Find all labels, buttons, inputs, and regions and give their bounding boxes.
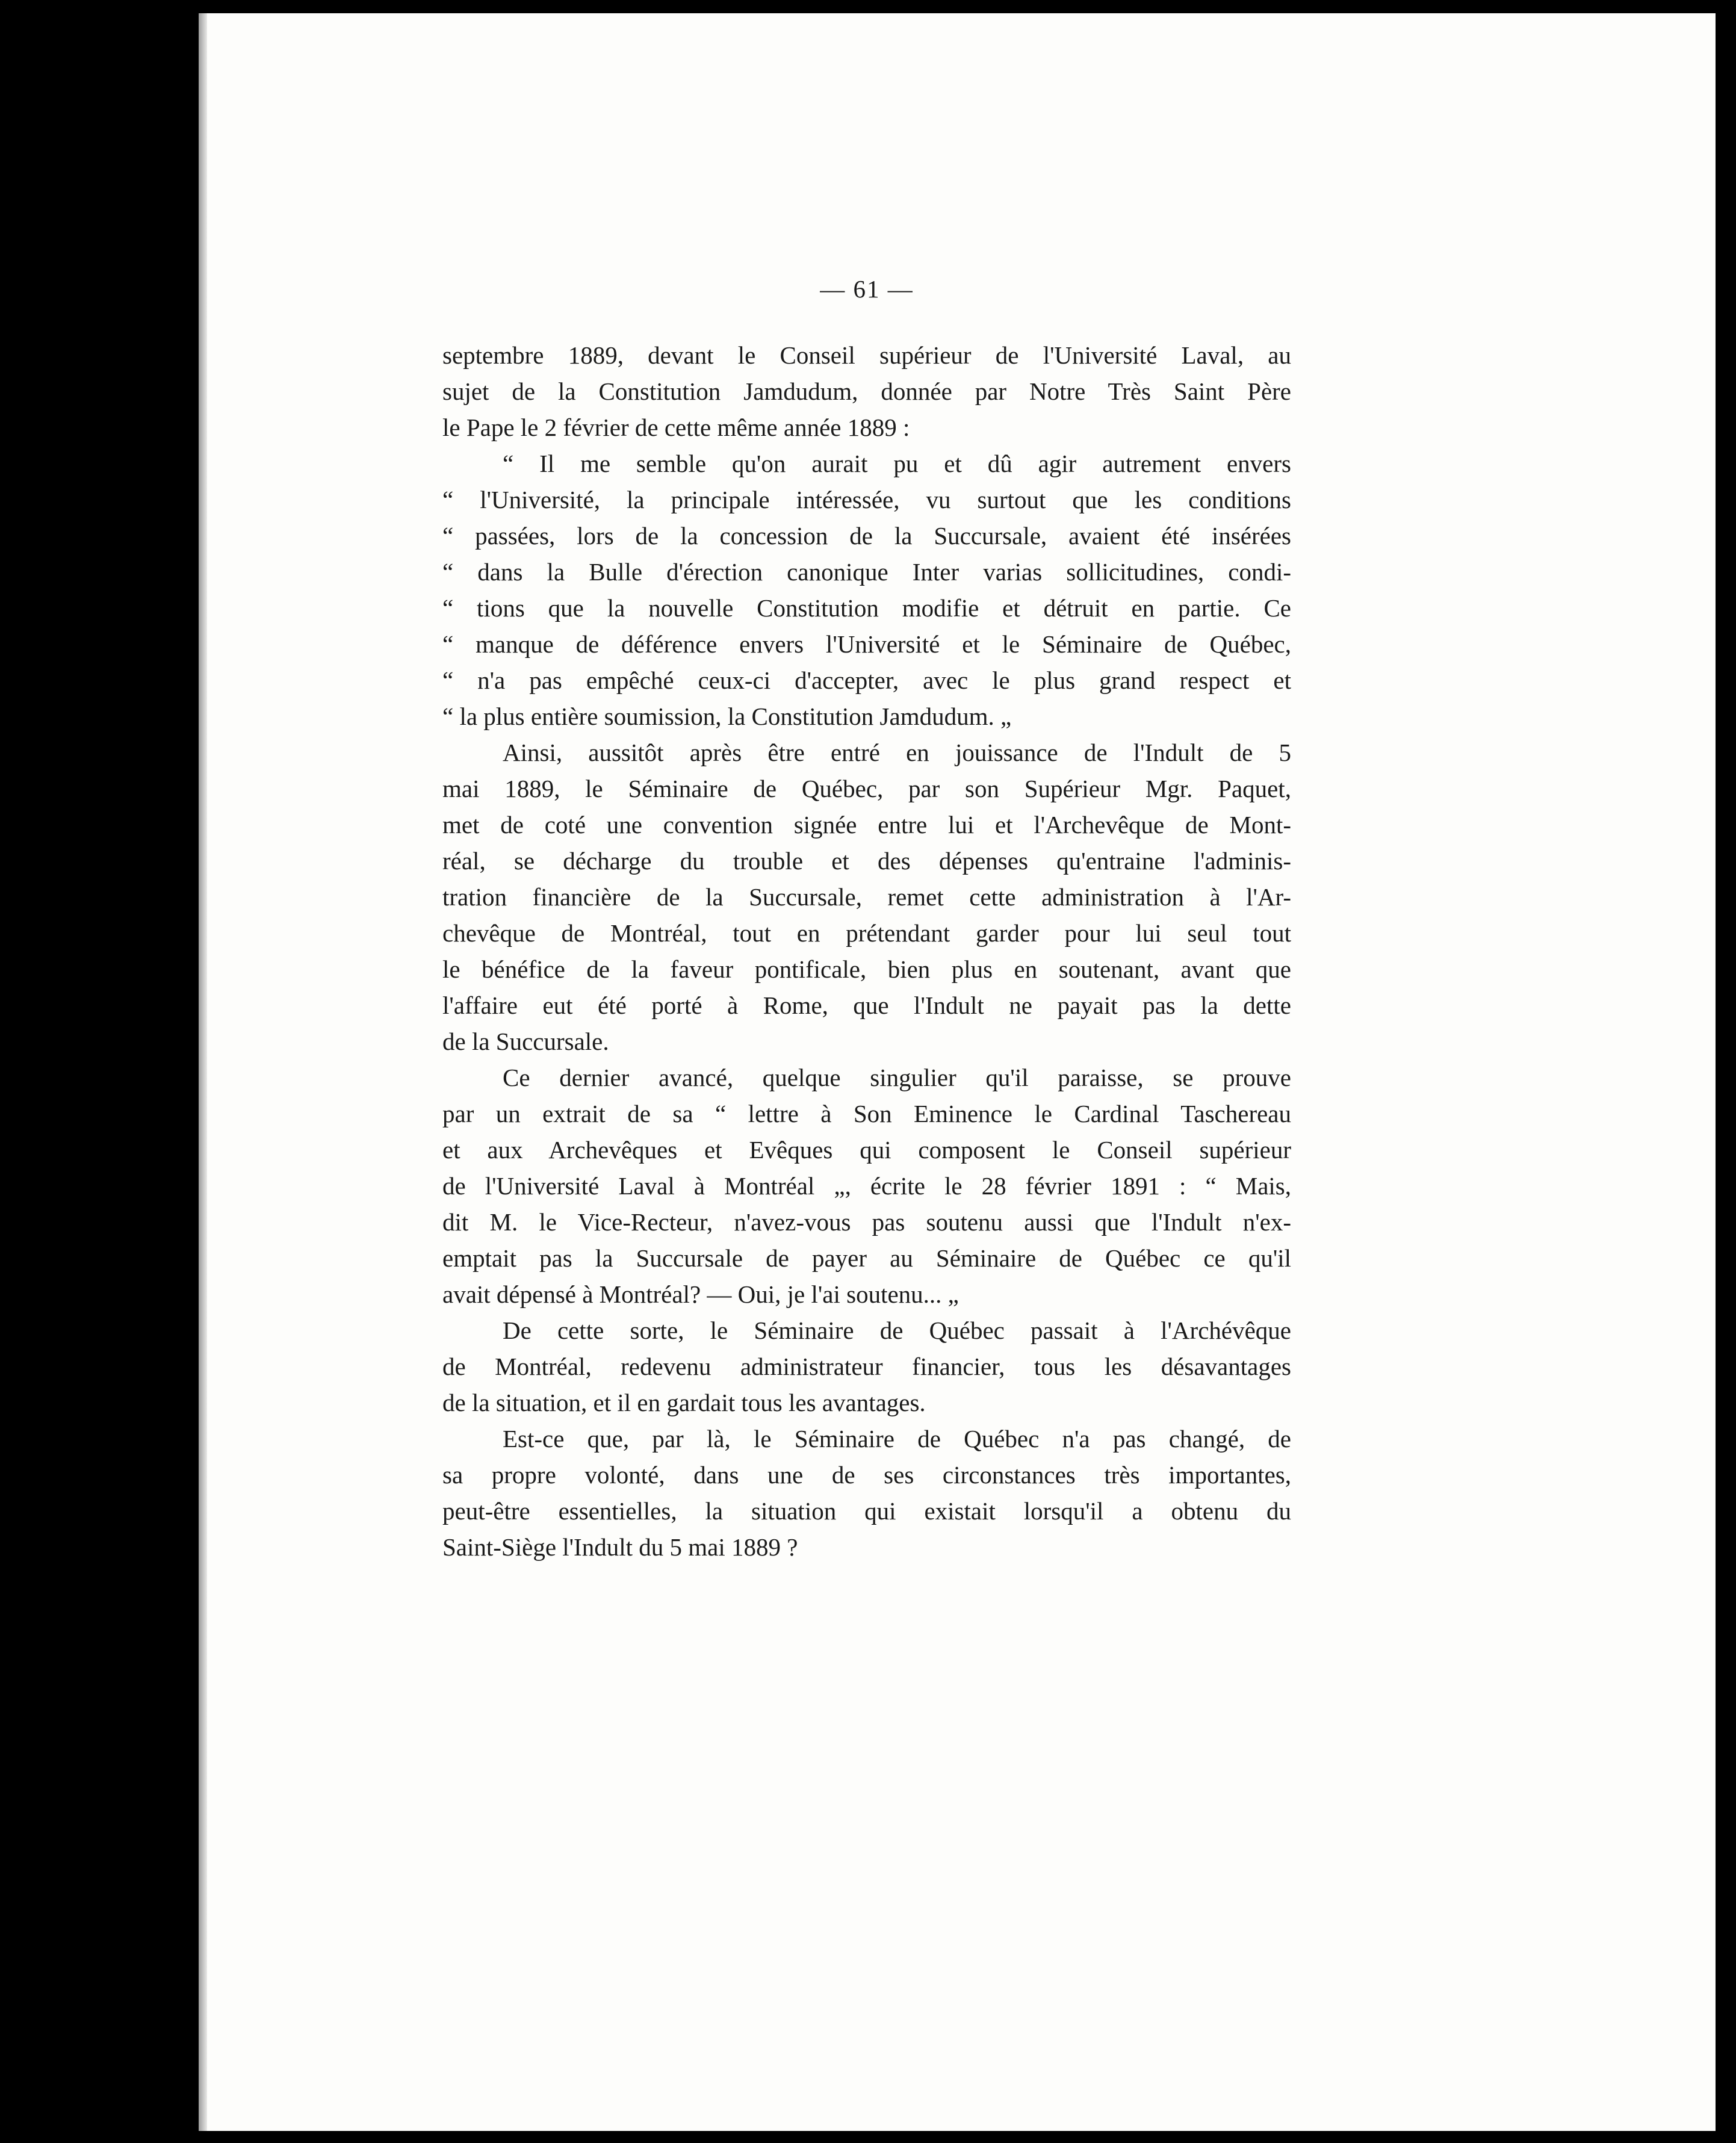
text-line: sa propre volonté, dans une de ses circonstances très importantes, (442, 1461, 1291, 1489)
quote-line: “ tions que la nouvelle Constitution modifie et détruit en partie. Ce (442, 594, 1291, 622)
text-line: l'affaire eut été porté à Rome, que l'Indult ne payait pas la dette (442, 991, 1291, 1019)
text-line: de la situation, et il en gardait tous les avantages. (442, 1389, 926, 1416)
text-line: tration financière de la Succursale, remet cette administration à l'Ar- (442, 883, 1291, 911)
block-quote (442, 445, 1291, 734)
text-line: de Montréal, redevenu administrateur financier, tous les désavantages (442, 1353, 1291, 1380)
text-line: le Pape le 2 février de cette même année 1889 : (442, 414, 910, 441)
text-line: Est-ce que, par là, le Séminaire de Québec n'a pas changé, de (503, 1425, 1291, 1453)
quote-line: “ manque de déférence envers l'Université et le Séminaire de Québec, (442, 630, 1291, 658)
text-line: emptait pas la Succursale de payer au Séminaire de Québec ce qu'il (442, 1244, 1291, 1272)
text-line: peut-être essentielles, la situation qui existait lorsqu'il a obtenu du (442, 1497, 1291, 1525)
scan-corner-mark (1716, 0, 1736, 13)
page-binding-edge (199, 13, 207, 2131)
scan-background (0, 0, 199, 2143)
text-line: le bénéfice de la faveur pontificale, bien plus en soutenant, avant que (442, 955, 1291, 983)
paragraph-3 (442, 1059, 1291, 1312)
quote-line: “ dans la Bulle d'érection canonique Inter varias sollicitudines, condi- (442, 558, 1291, 586)
paragraph-2 (442, 734, 1291, 1059)
page-number: — 61 — (820, 275, 914, 303)
text-line: réal, se décharge du trouble et des dépenses qu'entraine l'adminis- (442, 847, 1291, 875)
text-line: met de coté une convention signée entre lui et l'Archevêque de Mont- (442, 811, 1291, 839)
text-line: mai 1889, le Séminaire de Québec, par son Supérieur Mgr. Paquet, (442, 775, 1291, 802)
text-line: Ce dernier avancé, quelque singulier qu'il paraisse, se prouve (503, 1064, 1291, 1091)
text-line: de l'Université Laval à Montréal „, écrite le 28 février 1891 : “ Mais, (442, 1172, 1291, 1200)
text-line: par un extrait de sa “ lettre à Son Eminence le Cardinal Taschereau (442, 1100, 1291, 1127)
quote-line: “ l'Université, la principale intéressée, vu surtout que les conditions (442, 486, 1291, 513)
text-line: septembre 1889, devant le Conseil supérieur de l'Université Laval, au (442, 341, 1291, 369)
paragraph-4 (442, 1312, 1291, 1421)
text-line: de la Succursale. (442, 1028, 609, 1055)
page-text (442, 271, 1291, 1565)
paragraph-1 (442, 337, 1291, 445)
quote-line: “ Il me semble qu'on aurait pu et dû agir autrement envers (503, 450, 1291, 477)
text-line: avait dépensé à Montréal? — Oui, je l'ai soutenu... „ (442, 1280, 959, 1308)
paragraph-5 (442, 1421, 1291, 1565)
text-line: sujet de la Constitution Jamdudum, donnée par Notre Très Saint Père (442, 377, 1291, 405)
quote-line: “ passées, lors de la concession de la Succursale, avaient été insérées (442, 522, 1291, 550)
text-line: Ainsi, aussitôt après être entré en jouissance de l'Indult de 5 (503, 739, 1291, 766)
text-line: dit M. le Vice-Recteur, n'avez-vous pas soutenu aussi que l'Indult n'ex- (442, 1208, 1291, 1236)
text-line: et aux Archevêques et Evêques qui composent le Conseil supérieur (442, 1136, 1291, 1164)
text-line: chevêque de Montréal, tout en prétendant garder pour lui seul tout (442, 919, 1291, 947)
quote-line: “ n'a pas empêché ceux-ci d'accepter, avec le plus grand respect et (442, 666, 1291, 694)
quote-line: “ la plus entière soumission, la Constitution Jamdudum. „ (442, 702, 1012, 730)
text-line: Saint-Siège l'Indult du 5 mai 1889 ? (442, 1533, 798, 1561)
text-line: De cette sorte, le Séminaire de Québec passait à l'Archévêque (503, 1317, 1291, 1344)
